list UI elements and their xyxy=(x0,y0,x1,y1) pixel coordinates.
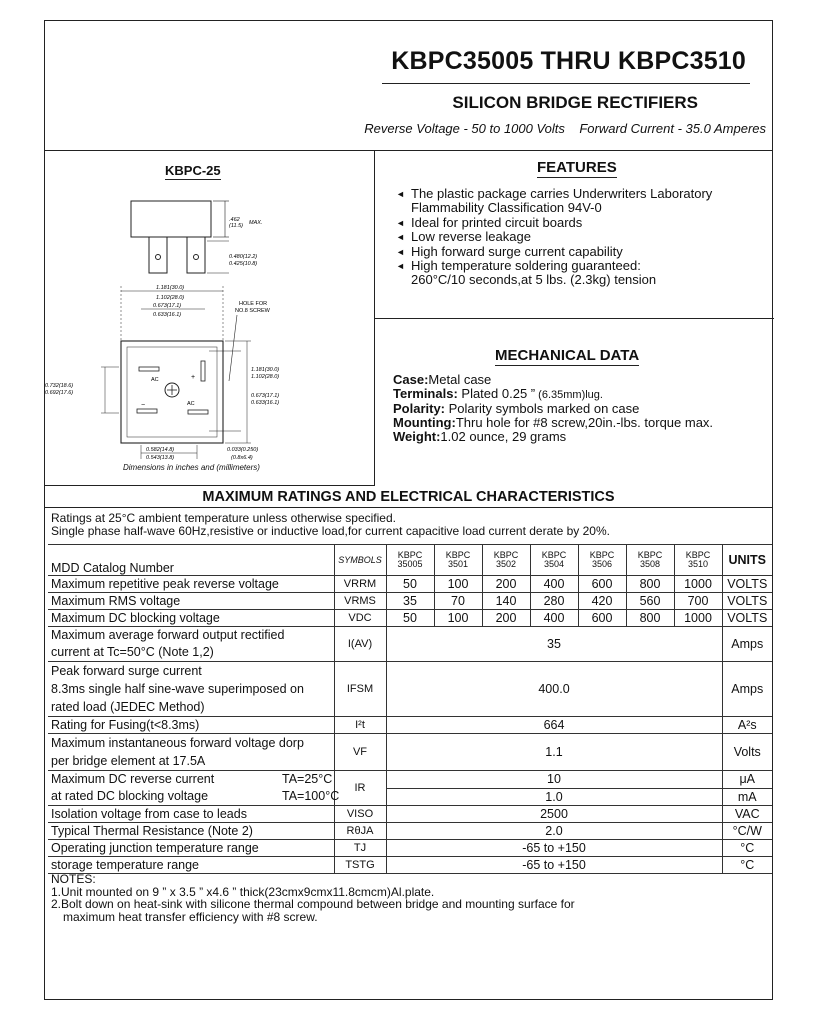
header-part: KBPC 3510 xyxy=(674,545,722,576)
package-label: KBPC-25 xyxy=(165,163,221,178)
dim-lead-a: 0.480(12.2) xyxy=(229,254,258,260)
header-part: KBPC 3508 xyxy=(626,545,674,576)
dim-bottom-b: 0.543(13.8) xyxy=(146,455,175,461)
table-header-row xyxy=(48,545,772,576)
mech-weight: Weight:1.02 ounce, 29 grams xyxy=(393,429,567,445)
package-outline-drawing xyxy=(45,191,321,461)
feature-item: ◄ High temperature soldering guaranteed: 260°C/10 seconds,at 5 lbs. (2.3kg) tension xyxy=(396,258,657,288)
table-row: Maximum DC reverse current TA=25°C at rated DC blocking voltage TA=100°C IR 10 μA xyxy=(48,771,772,789)
table-row: Operating junction temperature range TJ -65 to +150 °C xyxy=(48,840,772,857)
hole-note-2: NO.8 SCREW xyxy=(235,308,270,314)
header-part: KBPC 3501 xyxy=(434,545,482,576)
table-row: Maximum instantaneous forward voltage dorp per bridge element at 17.5A VF 1.1 Volts xyxy=(48,734,772,771)
mechanical-list xyxy=(393,373,713,444)
dim-rin-a: 0.673(17.1) xyxy=(251,393,280,399)
header-part: KBPC 3506 xyxy=(578,545,626,576)
table-row: Maximum repetitive peak reverse voltage VRRM 50 100 200 400 600 800 1000 VOLTS xyxy=(48,576,772,593)
note-2-cont: maximum heat transfer efficiency with #8 screw. xyxy=(63,909,318,924)
dim-inner-b: 0.633(16.1) xyxy=(153,312,182,318)
header-part: KBPC 3504 xyxy=(530,545,578,576)
dim-terminal-a: 0.033(0.250) xyxy=(227,447,259,453)
features-list xyxy=(395,187,770,288)
dim-left-a: 0.732(18.6) xyxy=(45,383,74,389)
table-row: Maximum average forward output rectified current at Tc=50°C (Note 1,2) I(AV) 35 Amps xyxy=(48,627,772,662)
note-1: 1.Unit mounted on 9 ” x 3.5 ” x4.6 ” thick(23cmx9cmx11.8cmcm)Al.plate. xyxy=(51,884,435,899)
table-row: Maximum RMS voltage VRMS 35 70 140 280 420 560 700 VOLTS xyxy=(48,593,772,610)
ratings-notes: Ratings at 25°C ambient temperature unless otherwise specified. Single phase half-wave 60Hz,resistive or inductive load,for current capacitive load current derate by 20%. xyxy=(51,511,610,538)
reverse-voltage: Reverse Voltage - 50 to 1000 Volts xyxy=(364,121,565,136)
note-2: 2.Bolt down on heat-sink with silicone thermal compound between bridge and mounting surface for xyxy=(51,897,575,912)
dim-inner-a: 0.673(17.1) xyxy=(153,303,182,309)
mech-terminals: Terminals: Plated 0.25 ” (6.35mm)lug. xyxy=(393,386,603,402)
dim-max-height-mm: (11.5) xyxy=(229,223,243,229)
dim-max-height: .462 xyxy=(229,217,240,223)
dim-rin-b: 0.633(16.1) xyxy=(251,400,280,406)
table-row: 1.0 mA xyxy=(48,788,772,806)
notes-title: NOTES: xyxy=(51,872,96,886)
bullet-icon: ◄ xyxy=(396,232,405,243)
page-title: KBPC35005 THRU KBPC3510 xyxy=(391,47,746,75)
rating-summary xyxy=(364,121,766,136)
feature-item: ◄ Ideal for printed circuit boards xyxy=(396,214,583,230)
table-row: Typical Thermal Resistance (Note 2) RθJA 2.0 °C/W xyxy=(48,823,772,840)
ac-top-marking: AC xyxy=(151,377,159,383)
mech-case: Case:Metal case xyxy=(393,372,492,387)
datasheet-frame xyxy=(44,20,773,1000)
table-row: storage temperature range TSTG -65 to +150 °C xyxy=(48,857,772,874)
dim-max-label: MAX. xyxy=(249,220,263,226)
ac-bottom-marking: AC xyxy=(187,401,195,407)
table-row: Peak forward surge current 8.3ms single half sine-wave superimposed on rated load (JEDEC Method) IFSM 400.0 Amps xyxy=(48,662,772,717)
dim-left-b: 0.692(17.6) xyxy=(45,390,74,396)
dim-bottom-a: 0.582(14.8) xyxy=(146,447,175,453)
dim-right-b: 1.102(28.0) xyxy=(251,374,280,380)
mechanical-title: MECHANICAL DATA xyxy=(495,347,640,364)
hole-note-1: HOLE FOR xyxy=(239,301,268,307)
dimension-note: Dimensions in inches and (millimeters) xyxy=(123,463,260,472)
dim-width-a: 1.181(30.0) xyxy=(156,285,185,291)
plus-marking: + xyxy=(191,374,196,381)
title-underline xyxy=(382,83,750,84)
dim-terminal-b: (0.8x6.4) xyxy=(231,455,253,461)
minus-marking: − xyxy=(141,402,146,409)
ratings-table xyxy=(48,544,772,874)
features-section xyxy=(375,151,774,319)
bullet-icon: ◄ xyxy=(396,261,405,272)
header-part: KBPC 3502 xyxy=(482,545,530,576)
page-subtitle: SILICON BRIDGE RECTIFIERS xyxy=(452,93,698,112)
header-units: UNITS xyxy=(722,545,772,576)
table-row: Isolation voltage from case to leads VISO 2500 VAC xyxy=(48,806,772,823)
mech-polarity: Polarity: Polarity symbols marked on case xyxy=(393,401,640,417)
feature-item: ◄ High forward surge current capability xyxy=(396,243,623,259)
feature-item: ◄ Low reverse leakage xyxy=(396,229,531,245)
bullet-icon: ◄ xyxy=(396,246,405,257)
table-row: Maximum DC blocking voltage VDC 50 100 200 400 600 800 1000 VOLTS xyxy=(48,610,772,627)
feature-item: ◄ The plastic package carries Underwriters Laboratory Flammability Classification 94V-0 xyxy=(396,186,713,216)
footnotes xyxy=(51,873,575,923)
header-catalog: MDD Catalog Number xyxy=(48,545,334,576)
mechanical-data-section xyxy=(375,319,774,486)
ratings-title: MAXIMUM RATINGS AND ELECTRICAL CHARACTERISTICS xyxy=(45,486,772,508)
bullet-icon: ◄ xyxy=(396,189,405,199)
package-drawing-panel xyxy=(45,151,375,486)
mech-mounting: Mounting:Thru hole for #8 screw,20in.-lbs. torque max. xyxy=(393,415,714,431)
bullet-icon: ◄ xyxy=(396,217,405,228)
dim-width-b: 1.102(28.0) xyxy=(156,295,185,301)
header-symbols: SYMBOLS xyxy=(334,545,386,576)
dim-right-a: 1.181(30.0) xyxy=(251,367,280,373)
table-row: Rating for Fusing(t<8.3ms) I²t 664 A²s xyxy=(48,717,772,734)
header-part: KBPC 35005 xyxy=(386,545,434,576)
header xyxy=(45,21,772,151)
features-title: FEATURES xyxy=(537,159,617,176)
forward-current: Forward Current - 35.0 Amperes xyxy=(579,121,766,136)
dim-lead-b: 0.425(10.8) xyxy=(229,261,258,267)
